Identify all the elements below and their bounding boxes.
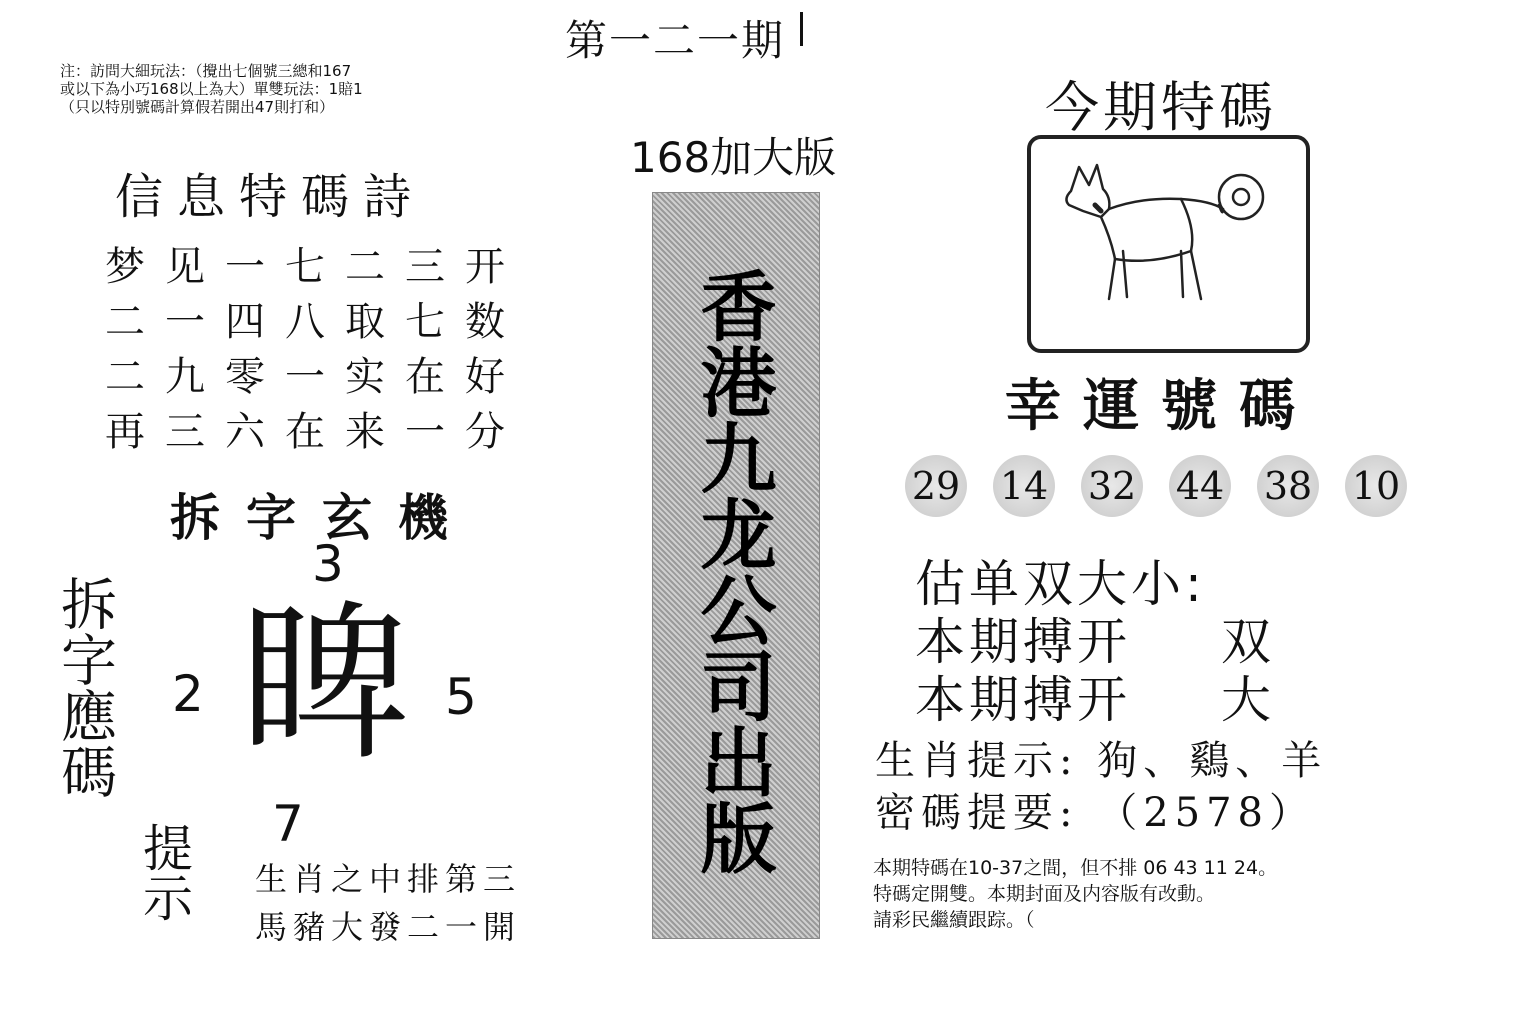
chaizi-character: 睥: [240, 586, 411, 784]
footer-note: [873, 855, 1433, 933]
poem: [105, 240, 525, 460]
guess-row-label: 本期搏开: [915, 613, 1131, 671]
poem-line: 再三六在来一分: [105, 409, 525, 455]
rules-note-line: 或以下為小巧168以上為大）單雙玩法：1賠1: [60, 80, 363, 98]
dog-icon: [1031, 139, 1306, 349]
tip-lines: [255, 855, 521, 951]
lucky-numbers: [905, 455, 1407, 517]
hints: [875, 735, 1327, 839]
tip-line: 馬豬大發二一開: [255, 908, 522, 946]
code-hint: 密碼提要: （2578）: [875, 790, 1315, 836]
publisher-banner: [652, 192, 820, 939]
poem-line: 二一四八取七数: [105, 299, 525, 345]
chaizi-number-bottom: 7: [272, 795, 304, 853]
guess-row-value: 双: [1221, 613, 1275, 671]
footer-line: 特碼定開雙。本期封面及内容版有改動。: [873, 883, 1216, 905]
lucky-number-ball: 38: [1257, 455, 1319, 517]
footer-line: 請彩民繼續跟踪。（: [873, 909, 1035, 931]
rules-note-line: （只以特別號碼計算假若開出47則打和）: [60, 98, 335, 116]
guess-row-value: 大: [1221, 671, 1275, 729]
guess-row-label: 本期搏开: [915, 671, 1131, 729]
poem-title: 信息特碼詩: [115, 169, 426, 225]
footer-line: 本期特碼在10-37之間，但不排 06 43 11 24。: [873, 857, 1278, 879]
lucky-number-ball: 44: [1169, 455, 1231, 517]
chaizi-number-top: 3: [312, 535, 344, 593]
odd-even-guess: [915, 555, 1275, 729]
edition-label: 168加大版: [630, 133, 837, 182]
rules-note: [60, 62, 520, 116]
guess-title: 估单双大小:: [915, 555, 1206, 613]
special-code-title: 今期特碼: [1045, 76, 1277, 139]
guess-row: [915, 671, 1275, 729]
rules-note-line: 注：訪問大細玩法：（攪出七個號三總和167: [60, 62, 352, 80]
lucky-number-ball: 32: [1081, 455, 1143, 517]
poem-line: 二九零一实在好: [105, 354, 525, 400]
lucky-number-ball: 10: [1345, 455, 1407, 517]
issue-divider: [800, 12, 803, 46]
animal-frame: [1027, 135, 1310, 353]
chaizi-number-left: 2: [172, 665, 204, 723]
tip-line: 生肖之中排第三: [255, 860, 522, 898]
chaizi-title: 拆字玄機: [170, 488, 474, 547]
chaizi-side-label: 拆字應碼: [52, 575, 117, 799]
lucky-number-ball: 14: [993, 455, 1055, 517]
zodiac-hint: 生肖提示: 狗、鷄、羊: [875, 738, 1328, 784]
poem-line: 梦见一七二三开: [105, 244, 525, 290]
guess-row: [915, 613, 1275, 671]
lucky-number-ball: 29: [905, 455, 967, 517]
tip-label: 提示: [135, 822, 193, 922]
chaizi-number-right: 5: [445, 668, 477, 726]
publisher-banner-text: 香港九龙公司出版: [688, 267, 777, 875]
issue-title: 第一二一期: [565, 16, 786, 65]
lucky-numbers-title: 幸運號碼: [1005, 373, 1317, 439]
